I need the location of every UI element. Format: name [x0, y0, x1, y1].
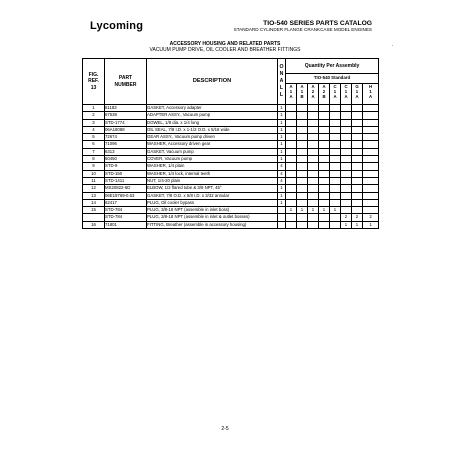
model-quantity-cell — [330, 105, 341, 112]
fig-ref-header — [83, 59, 105, 105]
model-quantity-cell — [297, 134, 308, 141]
section-title: ACCESSORY HOUSING AND RELATED PARTS — [169, 41, 281, 47]
table-row — [83, 192, 379, 199]
part-number-cell: 6313 — [105, 148, 147, 155]
description-cell: ADAPTER ASSY., Vacuum pump — [147, 112, 278, 119]
part-number-header — [105, 59, 147, 105]
description-cell: GASKET, Vacuum pump — [147, 148, 278, 155]
fig-ref-cell: 14 — [83, 199, 105, 206]
part-number-cell: STD-150 — [105, 170, 147, 177]
model-quantity-cell — [297, 156, 308, 163]
model-quantity-cell — [330, 163, 341, 170]
model-quantity-cell — [286, 112, 297, 119]
model-quantity-cell: 2 — [363, 214, 379, 221]
table-row — [83, 221, 379, 228]
model-quantity-cell: 1 — [308, 207, 319, 214]
model-quantity-cell — [319, 126, 330, 133]
model-quantity-cell — [308, 221, 319, 228]
table-row — [83, 156, 379, 163]
brand-name: Lycoming — [90, 20, 144, 32]
model-quantity-cell — [330, 119, 341, 126]
model-quantity-cell — [352, 126, 363, 133]
on-all-quantity-cell: 1 — [278, 141, 286, 148]
model-quantity-cell — [286, 163, 297, 170]
model-quantity-cell — [330, 170, 341, 177]
model-quantity-cell — [330, 148, 341, 155]
model-quantity-cell — [363, 112, 379, 119]
model-quantity-cell — [297, 214, 308, 221]
model-quantity-cell — [297, 199, 308, 206]
model-quantity-cell — [286, 221, 297, 228]
model-quantity-cell — [341, 148, 352, 155]
on-all-quantity-cell: 1 — [278, 199, 286, 206]
model-quantity-cell — [286, 156, 297, 163]
model-quantity-cell — [352, 105, 363, 112]
model-quantity-cell — [363, 185, 379, 192]
model-quantity-cell — [330, 156, 341, 163]
part-number-cell: STD-784 — [105, 214, 147, 221]
fig-ref-cell: 9 — [83, 163, 105, 170]
model-column-header: C 1 A — [330, 84, 341, 105]
description-cell: WASHER, 1/4 lock, internal teeth — [147, 170, 278, 177]
part-number-cell: 67538 — [105, 112, 147, 119]
on-all-letter: L — [279, 92, 284, 99]
model-quantity-cell: 1 — [286, 207, 297, 214]
model-quantity-cell — [308, 214, 319, 221]
model-quantity-cell — [286, 141, 297, 148]
model-quantity-cell: 2 — [341, 214, 352, 221]
description-cell: GASKET, Accessory adapter — [147, 105, 278, 112]
description-cell: OIL SEAL, 7/8 I.D. x 1-1/2 O.D. x 5/16 wide — [147, 126, 278, 133]
model-quantity-cell — [352, 170, 363, 177]
model-quantity-cell — [308, 163, 319, 170]
model-quantity-cell — [330, 199, 341, 206]
table-row — [83, 119, 379, 126]
on-all-quantity-cell: 1 — [278, 134, 286, 141]
fig-ref-cell: 10 — [83, 170, 105, 177]
model-quantity-cell — [319, 112, 330, 119]
description-cell: ELBOW, 1/2 flared tube & 3/8 NPT, 45° — [147, 185, 278, 192]
model-quantity-cell — [319, 221, 330, 228]
part-header-line: PART — [118, 75, 133, 82]
model-quantity-cell — [352, 192, 363, 199]
model-quantity-cell — [297, 221, 308, 228]
table-row — [83, 105, 379, 112]
model-quantity-cell — [308, 126, 319, 133]
description-cell: GASKET, 7/8 O.D. x 5/8 I.D. x 3/32 annular — [147, 192, 278, 199]
model-quantity-cell — [319, 177, 330, 184]
model-column-header: A 1 B — [297, 84, 308, 105]
model-quantity-cell — [352, 207, 363, 214]
table-row — [83, 163, 379, 170]
model-quantity-cell — [363, 163, 379, 170]
on-all-quantity-cell: 1 — [278, 105, 286, 112]
on-all-quantity-cell: 4 — [278, 170, 286, 177]
model-quantity-cell — [363, 170, 379, 177]
model-quantity-cell — [286, 126, 297, 133]
model-quantity-cell — [341, 119, 352, 126]
model-quantity-cell — [297, 112, 308, 119]
model-quantity-cell: 1 — [297, 207, 308, 214]
description-cell: GEAR ASSY., Vacuum pump driven — [147, 134, 278, 141]
table-row — [83, 214, 379, 221]
model-quantity-cell — [319, 214, 330, 221]
model-quantity-cell — [297, 141, 308, 148]
model-quantity-cell — [308, 119, 319, 126]
fig-ref-cell: 13 — [83, 192, 105, 199]
part-number-cell: STD-1774 — [105, 119, 147, 126]
model-quantity-cell — [363, 177, 379, 184]
model-column-header: A 2 B — [319, 84, 330, 105]
on-all-quantity-cell: 1 — [278, 192, 286, 199]
model-column-header: A 1 A — [286, 84, 297, 105]
model-quantity-cell — [308, 185, 319, 192]
on-all-quantity-cell: 1 — [278, 156, 286, 163]
description-cell: PLUG, Oil cooler bypass — [147, 199, 278, 206]
part-number-cell: 60450 — [105, 156, 147, 163]
fig-ref-cell: 16 — [83, 221, 105, 228]
model-quantity-cell — [363, 134, 379, 141]
on-all-quantity-cell: 1 — [278, 119, 286, 126]
quantity-header: Quantity Per Assembly — [286, 59, 379, 74]
model-quantity-cell — [319, 170, 330, 177]
model-quantity-cell — [341, 126, 352, 133]
model-quantity-cell: 1 — [330, 207, 341, 214]
model-quantity-cell — [297, 119, 308, 126]
standard-header: TIO-540 Standard — [286, 74, 379, 84]
model-quantity-cell — [308, 148, 319, 155]
table-row — [83, 199, 379, 206]
model-quantity-cell — [341, 134, 352, 141]
model-quantity-cell — [352, 148, 363, 155]
model-quantity-cell — [363, 207, 379, 214]
on-all-quantity-cell: 1 — [278, 126, 286, 133]
description-header: DESCRIPTION — [147, 59, 278, 105]
fig-ref-cell: 5 — [83, 134, 105, 141]
parts-table — [82, 58, 379, 229]
model-quantity-cell — [286, 170, 297, 177]
part-number-cell: MS20822-6D — [105, 185, 147, 192]
model-quantity-cell — [330, 177, 341, 184]
on-all-header — [278, 59, 286, 105]
catalog-heading — [234, 20, 372, 32]
model-quantity-cell: 1 — [363, 221, 379, 228]
model-quantity-cell — [352, 134, 363, 141]
model-quantity-cell — [330, 134, 341, 141]
model-quantity-cell — [308, 177, 319, 184]
part-number-cell: 61183 — [105, 105, 147, 112]
description-cell: PLUG, 3/8-18 NPT (assemble in inlet boss) — [147, 207, 278, 214]
description-cell: WASHER, Accessory driven gear — [147, 141, 278, 148]
model-quantity-cell — [286, 134, 297, 141]
model-quantity-cell — [319, 185, 330, 192]
part-number-cell: STD-784 — [105, 207, 147, 214]
model-quantity-cell — [297, 105, 308, 112]
model-quantity-cell — [308, 192, 319, 199]
parts-table-body — [83, 105, 379, 229]
table-row — [83, 185, 379, 192]
model-quantity-cell — [286, 105, 297, 112]
model-quantity-cell — [341, 163, 352, 170]
description-cell: DOWEL, 1/8 dia. x 1/4 long — [147, 119, 278, 126]
table-row — [83, 141, 379, 148]
model-quantity-cell — [341, 199, 352, 206]
part-number-cell: STD-9 — [105, 163, 147, 170]
on-all-quantity-cell: 1 — [278, 112, 286, 119]
model-quantity-cell — [330, 141, 341, 148]
table-row — [83, 112, 379, 119]
fig-ref-cell: 7 — [83, 148, 105, 155]
on-all-quantity-cell — [278, 221, 286, 228]
part-number-cell: 71096 — [105, 141, 147, 148]
part-number-cell: 72674 — [105, 134, 147, 141]
model-quantity-cell — [308, 134, 319, 141]
model-quantity-cell — [286, 185, 297, 192]
model-quantity-cell — [330, 221, 341, 228]
model-quantity-cell — [297, 170, 308, 177]
model-quantity-cell: 2 — [352, 214, 363, 221]
section-heading — [80, 42, 370, 54]
model-column-header: G 1 A — [352, 84, 363, 105]
model-quantity-cell — [341, 141, 352, 148]
fig-ref-cell: 3 — [83, 119, 105, 126]
model-quantity-cell — [308, 105, 319, 112]
fig-ref-cell: 15 — [83, 207, 105, 214]
on-all-quantity-cell — [278, 214, 286, 221]
description-cell: PLUG, 3/8-18 NPT (assemble in inlet & outlet bosses) — [147, 214, 278, 221]
fig-ref-cell: 8 — [83, 156, 105, 163]
model-quantity-cell — [319, 134, 330, 141]
page-number: 2-5 — [221, 426, 229, 432]
model-quantity-cell — [352, 112, 363, 119]
table-row — [83, 207, 379, 214]
fig-ref-cell: 11 — [83, 177, 105, 184]
model-column-header: C 1 A — [341, 84, 352, 105]
on-all-letter: N — [279, 70, 284, 77]
model-quantity-cell — [363, 119, 379, 126]
model-quantity-cell — [341, 112, 352, 119]
description-cell: COVER, Vacuum pump — [147, 156, 278, 163]
model-quantity-cell — [308, 156, 319, 163]
model-quantity-cell — [352, 199, 363, 206]
description-cell: WASHER, 1/4 plain — [147, 163, 278, 170]
model-quantity-cell — [286, 199, 297, 206]
part-number-cell: 71801 — [105, 221, 147, 228]
model-quantity-cell — [308, 170, 319, 177]
model-quantity-cell — [330, 214, 341, 221]
fig-header-line: FIG. — [88, 72, 99, 79]
table-row — [83, 177, 379, 184]
model-quantity-cell — [341, 170, 352, 177]
part-number-cell: STD-1411 — [105, 177, 147, 184]
model-quantity-cell — [352, 141, 363, 148]
model-quantity-cell — [319, 119, 330, 126]
model-quantity-cell — [341, 105, 352, 112]
model-quantity-cell — [363, 192, 379, 199]
model-quantity-cell — [330, 185, 341, 192]
model-quantity-cell — [286, 119, 297, 126]
model-quantity-cell — [341, 185, 352, 192]
model-quantity-cell — [308, 199, 319, 206]
figure-number: 13 — [90, 84, 97, 91]
table-row — [83, 170, 379, 177]
model-quantity-cell: 1 — [341, 221, 352, 228]
catalog-title: TIO-540 SERIES PARTS CATALOG — [263, 20, 372, 27]
fig-ref-cell — [83, 214, 105, 221]
model-quantity-cell — [363, 156, 379, 163]
model-quantity-cell — [319, 105, 330, 112]
description-cell: FITTING, Breather (assemble in accessory housing) — [147, 221, 278, 228]
model-quantity-cell — [352, 119, 363, 126]
part-number-cell: 06A18088 — [105, 126, 147, 133]
table-row — [83, 134, 379, 141]
model-column-header: H 1 A — [363, 84, 379, 105]
number-header-line: NUMBER — [114, 81, 137, 88]
fig-ref-cell: 2 — [83, 112, 105, 119]
model-quantity-cell — [352, 177, 363, 184]
model-quantity-cell — [363, 126, 379, 133]
model-quantity-cell — [297, 192, 308, 199]
fig-ref-cell: 4 — [83, 126, 105, 133]
model-quantity-cell — [286, 192, 297, 199]
section-subtitle: VACUUM PUMP DRIVE, OIL COOLER AND BREATHER FITTINGS — [149, 46, 301, 53]
on-all-quantity-cell: 1 — [278, 148, 286, 155]
model-quantity-cell — [352, 185, 363, 192]
margin-mark: . — [392, 42, 394, 48]
model-quantity-cell — [319, 199, 330, 206]
part-number-cell: 06E19769-0.63 — [105, 192, 147, 199]
on-all-quantity-cell: 1 — [278, 185, 286, 192]
part-number-cell: 62417 — [105, 199, 147, 206]
fig-ref-cell: 1 — [83, 105, 105, 112]
model-quantity-cell — [319, 156, 330, 163]
model-quantity-cell — [363, 148, 379, 155]
model-quantity-cell — [341, 177, 352, 184]
model-quantity-cell — [352, 163, 363, 170]
model-quantity-cell — [308, 141, 319, 148]
model-quantity-cell — [330, 112, 341, 119]
model-quantity-cell — [297, 126, 308, 133]
model-quantity-cell — [341, 192, 352, 199]
model-quantity-cell — [363, 105, 379, 112]
fig-ref-cell: 6 — [83, 141, 105, 148]
model-quantity-cell — [297, 163, 308, 170]
model-quantity-cell — [297, 177, 308, 184]
model-quantity-cell — [297, 185, 308, 192]
model-quantity-cell — [330, 126, 341, 133]
model-quantity-cell — [286, 214, 297, 221]
model-quantity-cell — [286, 148, 297, 155]
model-quantity-cell — [319, 141, 330, 148]
on-all-quantity-cell: 4 — [278, 177, 286, 184]
model-quantity-cell — [363, 199, 379, 206]
ref-header-line: REF. — [88, 78, 99, 85]
fig-ref-cell: 12 — [83, 185, 105, 192]
model-quantity-cell — [319, 148, 330, 155]
model-quantity-cell — [341, 207, 352, 214]
model-column-header: A 2 A — [308, 84, 319, 105]
model-quantity-cell — [319, 192, 330, 199]
model-quantity-cell — [308, 112, 319, 119]
model-quantity-cell — [363, 141, 379, 148]
table-row — [83, 126, 379, 133]
model-quantity-cell — [319, 163, 330, 170]
on-all-letter: L — [279, 85, 284, 91]
model-quantity-cell: 1 — [352, 221, 363, 228]
model-quantity-cell — [286, 177, 297, 184]
on-all-quantity-cell: 4 — [278, 163, 286, 170]
model-quantity-cell — [341, 156, 352, 163]
catalog-subtitle: STANDARD CYLINDER FLANGE CRANKCASE MODEL ENGINES — [233, 27, 372, 33]
on-all-letter: O — [279, 63, 284, 70]
on-all-letter: A — [279, 77, 284, 84]
model-quantity-cell — [297, 148, 308, 155]
model-quantity-cell — [330, 192, 341, 199]
description-cell: NUT, 1/4-20 plain — [147, 177, 278, 184]
on-all-quantity-cell — [278, 207, 286, 214]
model-quantity-cell: 1 — [319, 207, 330, 214]
table-row — [83, 148, 379, 155]
model-quantity-cell — [352, 156, 363, 163]
